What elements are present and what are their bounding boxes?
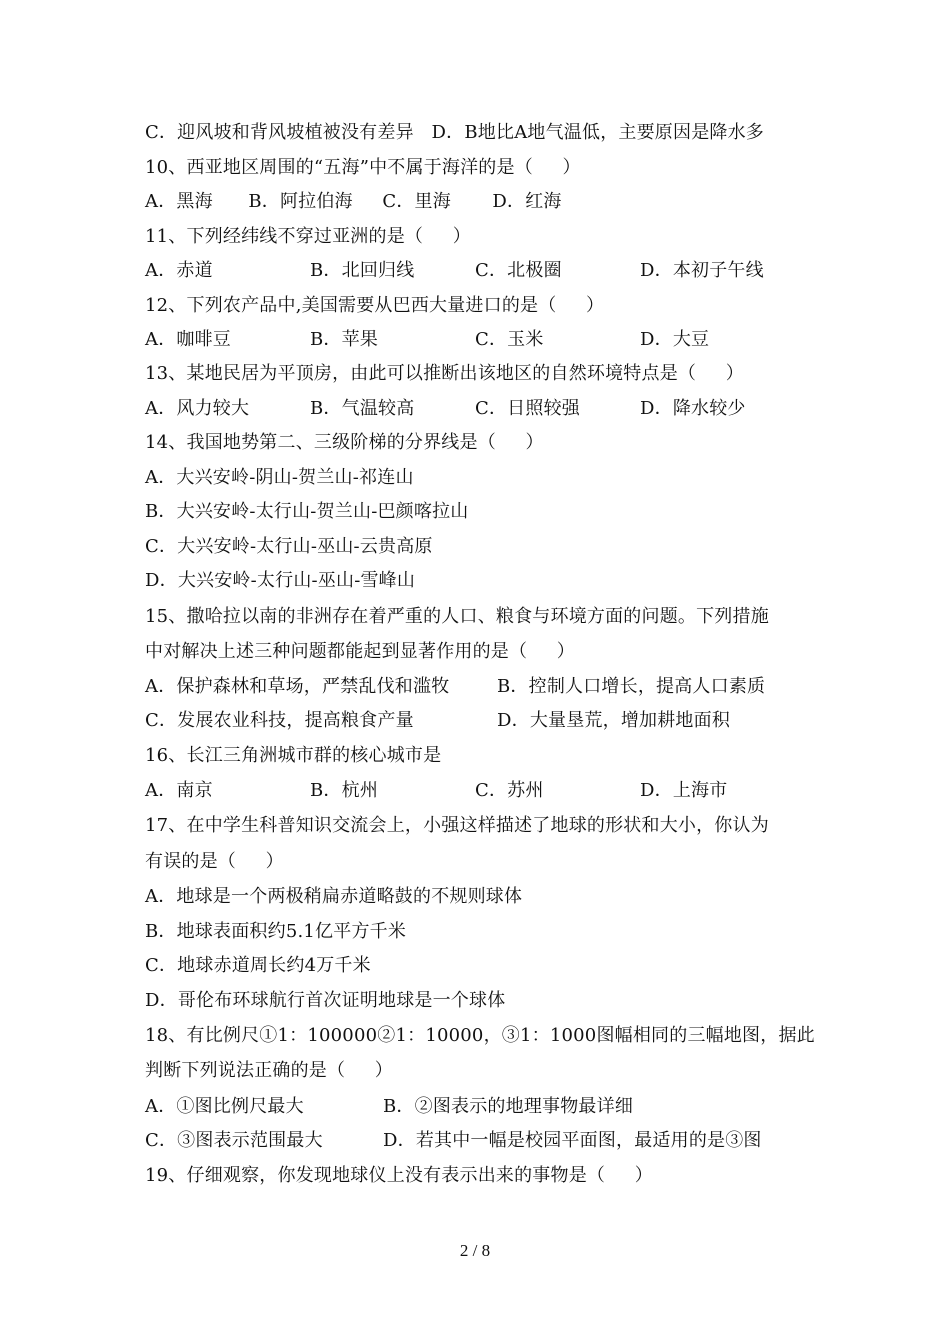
q16-option-a: A．南京 bbox=[145, 780, 213, 801]
q9-options-c-d: C．迎风坡和背风坡植被没有差异 D．B地比A地气温低，主要原因是降水多 bbox=[145, 122, 764, 143]
q14-stem: 14、我国地势第二、三级阶梯的分界线是（ ） bbox=[145, 432, 544, 453]
q18-option-c: C．③图表示范围最大 bbox=[145, 1130, 323, 1151]
q15-option-d: D．大量垦荒，增加耕地面积 bbox=[497, 710, 731, 731]
q12-stem: 12、下列农产品中,美国需要从巴西大量进口的是（ ） bbox=[145, 295, 605, 316]
q12-option-b: B．苹果 bbox=[310, 329, 379, 350]
q16-option-b: B．杭州 bbox=[310, 780, 379, 801]
q11-option-a: A．赤道 bbox=[145, 260, 213, 281]
q10-options: A．黑海 B．阿拉伯海 C．里海 D．红海 bbox=[145, 191, 562, 212]
q12-option-c: C．玉米 bbox=[475, 329, 544, 350]
q19-stem: 19、仔细观察，你发现地球仪上没有表示出来的事物是（ ） bbox=[145, 1165, 653, 1186]
q17-stem-line1: 17、在中学生科普知识交流会上，小强这样描述了地球的形状和大小，你认为 bbox=[145, 815, 769, 836]
q16-option-c: C．苏州 bbox=[475, 780, 544, 801]
q14-option-b: B．大兴安岭-太行山-贺兰山-巴颜喀拉山 bbox=[145, 501, 469, 522]
q13-option-d: D．降水较少 bbox=[640, 398, 746, 419]
q10-stem: 10、西亚地区周围的“五海”中不属于海洋的是（ ） bbox=[145, 157, 581, 178]
q12-option-d: D．大豆 bbox=[640, 329, 710, 350]
q15-stem-line1: 15、撒哈拉以南的非洲存在着严重的人口、粮食与环境方面的问题。下列措施 bbox=[145, 606, 769, 627]
q18-option-d: D．若其中一幅是校园平面图，最适用的是③图 bbox=[383, 1130, 762, 1151]
q18-stem-line1: 18、有比例尺①1：100000②1：10000，③1：1000图幅相同的三幅地图，据此 bbox=[145, 1025, 815, 1046]
q17-option-d: D．哥伦布环球航行首次证明地球是一个球体 bbox=[145, 990, 506, 1011]
q17-option-b: B．地球表面积约5.1亿平方千米 bbox=[145, 921, 407, 942]
q12-option-a: A．咖啡豆 bbox=[145, 329, 231, 350]
q13-stem: 13、某地民居为平顶房，由此可以推断出该地区的自然环境特点是（ ） bbox=[145, 363, 744, 384]
q17-option-c: C．地球赤道周长约4万千米 bbox=[145, 955, 371, 976]
q18-option-b: B．②图表示的地理事物最详细 bbox=[383, 1096, 634, 1117]
q13-option-c: C．日照较强 bbox=[475, 398, 580, 419]
q11-option-d: D．本初子午线 bbox=[640, 260, 764, 281]
q11-stem: 11、下列经纬线不穿过亚洲的是（ ） bbox=[145, 226, 471, 247]
q14-option-a: A．大兴安岭-阴山-贺兰山-祁连山 bbox=[145, 467, 414, 488]
q15-stem-line2: 中对解决上述三种问题都能起到显著作用的是（ ） bbox=[145, 641, 576, 662]
q13-option-a: A．风力较大 bbox=[145, 398, 250, 419]
q15-option-c: C．发展农业科技，提高粮食产量 bbox=[145, 710, 414, 731]
q14-option-c: C．大兴安岭-太行山-巫山-云贵高原 bbox=[145, 536, 433, 557]
q15-option-a: A．保护森林和草场，严禁乱伐和滥牧 bbox=[145, 676, 450, 697]
q11-option-c: C．北极圈 bbox=[475, 260, 562, 281]
q16-stem: 16、长江三角洲城市群的核心城市是 bbox=[145, 745, 442, 766]
q16-option-d: D．上海市 bbox=[640, 780, 728, 801]
q17-stem-line2: 有误的是（ ） bbox=[145, 851, 284, 872]
page-number: 2 / 8 bbox=[459, 1241, 491, 1260]
q11-option-b: B．北回归线 bbox=[310, 260, 415, 281]
q14-option-d: D．大兴安岭-太行山-巫山-雪峰山 bbox=[145, 570, 416, 591]
q17-option-a: A．地球是一个两极稍扁赤道略鼓的不规则球体 bbox=[145, 886, 523, 907]
q18-stem-line2: 判断下列说法正确的是（ ） bbox=[145, 1060, 394, 1081]
q18-option-a: A．①图比例尺最大 bbox=[145, 1096, 304, 1117]
q15-option-b: B．控制人口增长，提高人口素质 bbox=[497, 676, 766, 697]
q13-option-b: B．气温较高 bbox=[310, 398, 415, 419]
